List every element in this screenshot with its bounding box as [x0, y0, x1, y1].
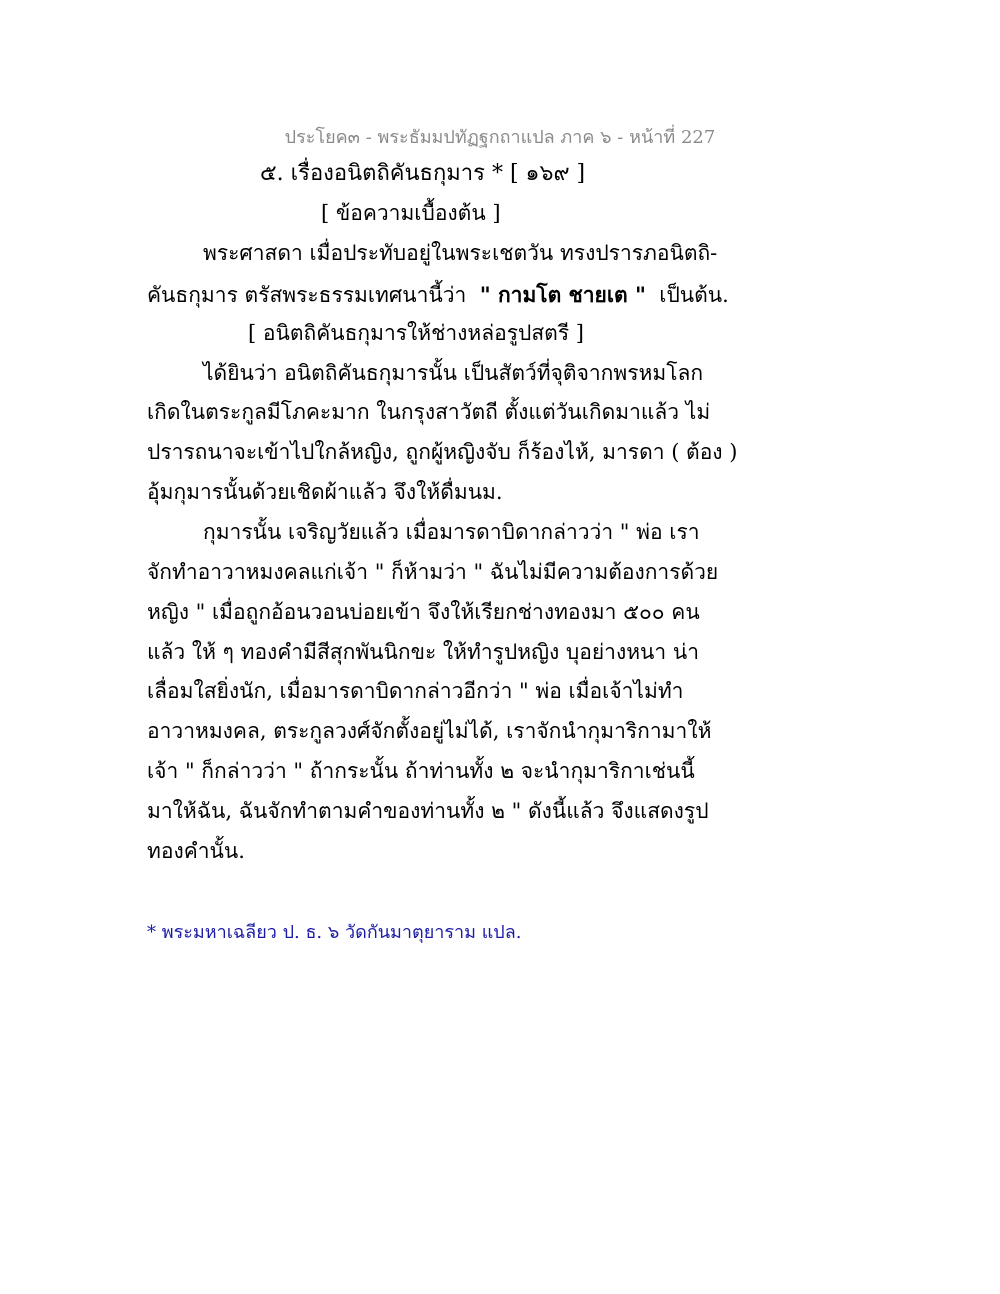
- paragraph2-line: ทองคำนั้น.: [147, 839, 245, 863]
- paragraph1-line: ได้ยินว่า อนิตถิคันธกุมารนั้น เป็นสัตว์ที่จุติจากพรหมโลก: [203, 361, 704, 385]
- paragraph2-line: เลื่อมใสยิ่งนัก, เมื่อมารดาบิดากล่าวอีกว่า " พ่อ เมื่อเจ้าไม่ทำ: [147, 679, 684, 703]
- intro-line-end: เป็นต้น.: [659, 283, 729, 307]
- paragraph2-line: หญิง " เมื่อถูกอ้อนวอนบ่อยเข้า จึงให้เรียกช่างทองมา ๕๐๐ คน: [147, 600, 700, 624]
- section-heading: [ อนิตถิคันธกุมารให้ช่างหล่อรูปสตรี ]: [248, 321, 584, 345]
- running-header-text: ประโยค๓ - พระธัมมปทัฏฐกถาแปล ภาค ๖ - หน้าที่ 227: [284, 127, 716, 148]
- paragraph2-line: กุมารนั้น เจริญวัยแล้ว เมื่อมารดาบิดากล่าวว่า " พ่อ เรา: [203, 520, 700, 544]
- paragraph1-line: อุ้มกุมารนั้นด้วยเชิดผ้าแล้ว จึงให้ดื่มนม.: [147, 480, 503, 504]
- paragraph2-line: มาให้ฉัน, ฉันจักทำตามคำของท่านทั้ง ๒ " ดังนี้แล้ว จึงแสดงรูป: [147, 799, 709, 823]
- intro-heading: [ ข้อความเบื้องต้น ]: [321, 201, 501, 225]
- footnote: * พระมหาเฉลียว ป. ธ. ๖ วัดกันมาตุยาราม แปล.: [147, 922, 522, 943]
- paragraph2-line: แล้ว ให้ ๆ ทองคำมีสีสุกพันนิกขะ ให้ทำรูปหญิง บุอย่างหนา น่า: [147, 640, 700, 664]
- paragraph1-line: ปรารถนาจะเข้าไปใกล้หญิง, ถูกผู้หญิงจับ ก็ร้องไห้, มารดา ( ต้อง ): [147, 440, 738, 464]
- intro-line: พระศาสดา เมื่อประทับอยู่ในพระเชตวัน ทรงปรารภอนิตถิ-: [203, 241, 718, 265]
- intro-line: [147, 284, 729, 306]
- paragraph1-line: เกิดในตระกูลมีโภคะมาก ในกรุงสาวัตถี ตั้งแต่วันเกิดมาแล้ว ไม่: [147, 400, 711, 424]
- story-title: ๕. เรื่องอนิตถิคันธกุมาร * [ ๑๖๙ ]: [260, 161, 586, 186]
- paragraph2-line: จักทำอาวาหมงคลแก่เจ้า " ก็ห้ามว่า " ฉันไม่มีความต้องการด้วย: [147, 560, 719, 584]
- intro-line-text: คันธกุมาร ตรัสพระธรรมเทศนานี้ว่า: [147, 283, 467, 307]
- verse-quote: " กามโต ชายเต ": [479, 282, 646, 307]
- paragraph2-line: อาวาหมงคล, ตระกูลวงศ์จักตั้งอยู่ไม่ได้, เราจักนำกุมาริกามาให้: [147, 719, 712, 743]
- paragraph2-line: เจ้า " ก็กล่าวว่า " ถ้ากระนั้น ถ้าท่านทั้ง ๒ จะนำกุมาริกาเช่นนี้: [147, 759, 695, 783]
- running-header: [0, 122, 1000, 151]
